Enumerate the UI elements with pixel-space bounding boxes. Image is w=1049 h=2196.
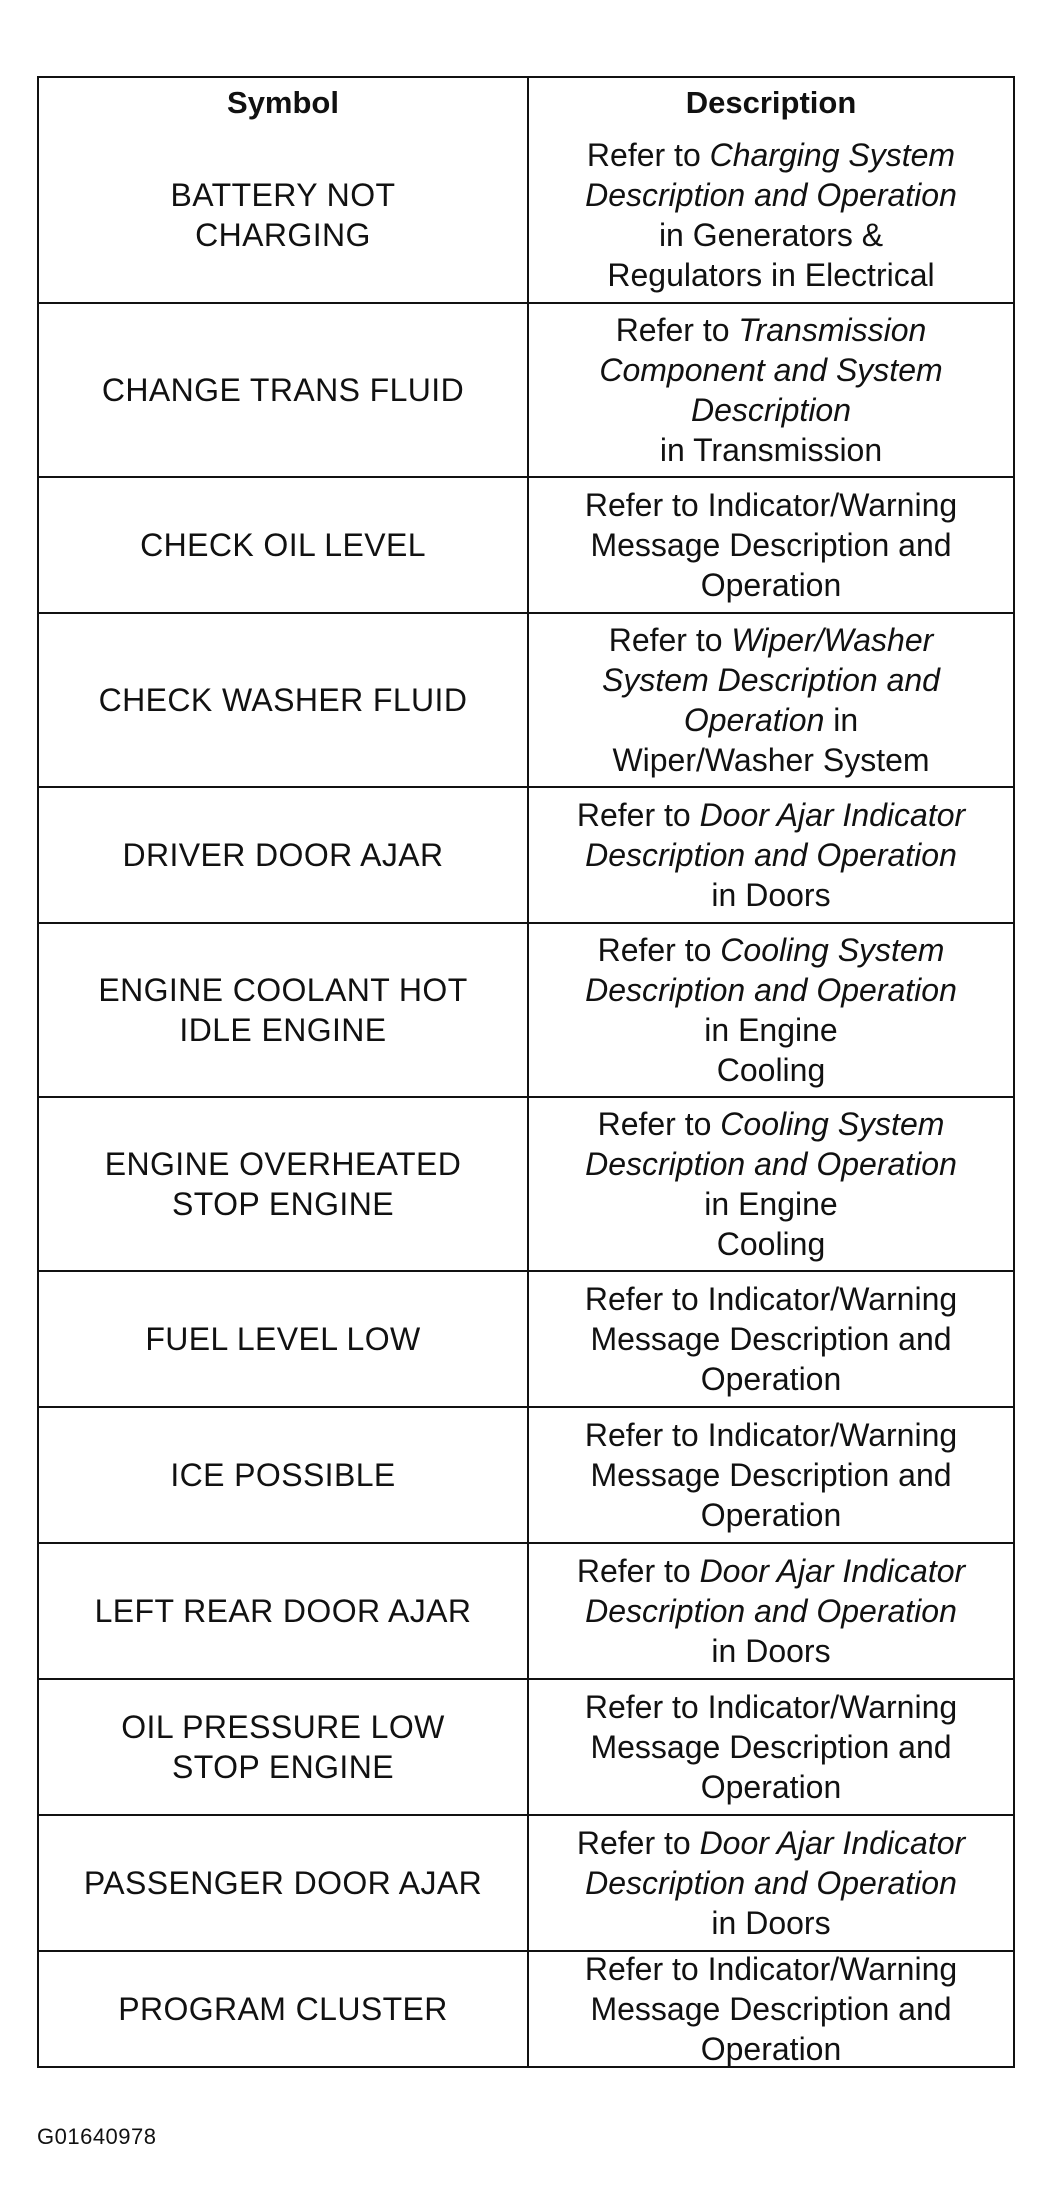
symbol-cell [39,1544,529,1678]
description-cell [529,1816,1013,1950]
symbol-line: STOP ENGINE [172,1749,394,1785]
plain-text: Refer to [586,137,710,173]
italic-reference-text: Cooling System [720,1106,945,1142]
table-row [39,302,1013,476]
description-line [585,1104,957,1144]
description-column-header: Description [685,85,857,120]
symbol-cell [39,128,529,302]
plain-text: Refer to Indicator/Warning [584,1951,958,1987]
description-line [585,525,957,565]
italic-reference-text: Transmission [738,312,927,348]
plain-text: Message Description and [590,1729,952,1765]
plain-text: Refer to [576,797,700,833]
description-line [585,135,957,175]
symbol-cell [39,1272,529,1406]
symbol-line: ICE POSSIBLE [170,1457,396,1493]
symbol-cell [39,614,529,786]
description-line [585,970,957,1010]
description-line [585,1687,957,1727]
description-line [602,620,940,660]
description-line [577,1631,965,1671]
description-line [602,740,940,780]
symbol-cell [39,924,529,1096]
description-line [585,1184,957,1224]
symbol-cell [39,304,529,476]
italic-reference-text: Charging System [709,137,956,173]
symbol-cell [39,1680,529,1814]
description-line [585,565,957,605]
description-text [585,1104,957,1264]
table-row [39,476,1013,612]
plain-text: Refer to Indicator/Warning [584,1689,958,1725]
description-line [599,350,942,390]
plain-text: Operation [700,1497,842,1533]
plain-text: in [824,702,859,738]
table-row [39,786,1013,922]
plain-text: Operation [700,1361,842,1397]
description-cell [529,128,1013,302]
description-text [585,1687,957,1807]
symbol-text [95,1591,472,1631]
description-line [585,1727,957,1767]
plain-text: Message Description and [590,527,952,563]
description-line [585,1050,957,1090]
description-line [585,2029,957,2069]
plain-text: in Transmission [659,432,883,468]
description-line [585,1359,957,1399]
description-text [585,1415,957,1535]
indicator-message-table [37,76,1015,2068]
symbol-line: FUEL LEVEL LOW [145,1321,421,1357]
plain-text: in Doors [711,1633,831,1669]
symbol-cell [39,1952,529,2066]
description-line [585,255,957,295]
symbol-text [84,1863,482,1903]
symbol-cell [39,1816,529,1950]
description-line [585,215,957,255]
description-cell [529,614,1013,786]
plain-text: Refer to [597,1106,721,1142]
symbol-line: PROGRAM CLUSTER [118,1991,448,2027]
symbol-text [170,1455,395,1495]
description-line [602,700,940,740]
description-cell [529,1952,1013,2066]
italic-reference-text: Description and Operation [585,972,957,1008]
description-line [585,1767,957,1807]
italic-reference-text: Wiper/Washer [731,622,934,658]
symbol-cell [39,1408,529,1542]
symbol-line: IDLE ENGINE [179,1012,387,1048]
description-cell [529,1272,1013,1406]
description-line [585,1319,957,1359]
symbol-column-header: Symbol [39,78,529,128]
italic-reference-text: Description and Operation [585,1146,957,1182]
symbol-line: CHARGING [195,217,371,253]
plain-text: Refer to Indicator/Warning [584,1281,958,1317]
italic-reference-text: Description and Operation [585,837,957,873]
italic-reference-text: Description and Operation [585,1593,957,1629]
description-text [577,1823,965,1943]
description-cell [529,478,1013,612]
symbol-line: ENGINE COOLANT HOT [98,972,468,1008]
symbol-cell [39,788,529,922]
symbol-line: CHANGE TRANS FLUID [101,372,465,408]
table-header-row [39,78,1013,128]
symbol-line: PASSENGER DOOR AJAR [83,1865,483,1901]
description-text [577,795,965,915]
symbol-text [118,1989,448,2029]
table-row [39,612,1013,786]
plain-text: Operation [700,2031,842,2067]
description-line [585,485,957,525]
italic-reference-text: Door Ajar Indicator [699,797,966,833]
symbol-text [102,370,464,410]
description-text [585,485,957,605]
symbol-text [105,1144,462,1224]
plain-text: in Engine [704,1186,838,1222]
italic-reference-text: Component and System [599,352,943,388]
plain-text: Message Description and [590,1321,952,1357]
description-line [577,1823,965,1863]
plain-text: Message Description and [590,1457,952,1493]
italic-reference-text: Cooling System [720,932,945,968]
description-cell [529,1544,1013,1678]
table-row [39,1406,1013,1542]
plain-text: Refer to [597,932,721,968]
plain-text: Operation [700,1769,842,1805]
symbol-line: DRIVER DOOR AJAR [122,837,444,873]
description-line [585,1279,957,1319]
italic-reference-text: Door Ajar Indicator [699,1825,966,1861]
symbol-line: CHECK OIL LEVEL [140,527,426,563]
description-cell [529,1680,1013,1814]
plain-text: Cooling [716,1226,826,1262]
plain-text: Regulators in Electrical [607,257,935,293]
symbol-text [99,680,468,720]
plain-text: in Engine [704,1012,838,1048]
description-line [577,795,965,835]
description-line [585,1455,957,1495]
italic-reference-text: System Description and [602,662,940,698]
plain-text: Refer to [615,312,739,348]
description-line [602,660,940,700]
description-line [585,1989,957,2029]
description-line [585,175,957,215]
plain-text: in Doors [711,877,831,913]
italic-reference-text: Door Ajar Indicator [699,1553,966,1589]
table-row [39,1270,1013,1406]
description-line [585,1144,957,1184]
description-line [585,1949,957,1989]
table-row [39,1542,1013,1678]
plain-text: Refer to [608,622,732,658]
symbol-cell [39,478,529,612]
description-cell [529,304,1013,476]
description-line [585,1415,957,1455]
description-line [577,1863,965,1903]
description-cell [529,788,1013,922]
table-row [39,1678,1013,1814]
italic-reference-text: Description and Operation [585,177,957,213]
plain-text: Refer to Indicator/Warning [584,487,958,523]
description-line [599,430,942,470]
plain-text: in Generators & [658,217,884,253]
plain-text: Message Description and [590,1991,952,2027]
table-row [39,1814,1013,1950]
symbol-line: STOP ENGINE [172,1186,394,1222]
description-line [577,875,965,915]
description-line [585,1224,957,1264]
italic-reference-text: Operation [683,702,825,738]
description-text [602,620,940,780]
symbol-text [145,1319,420,1359]
description-line [585,930,957,970]
plain-text: Operation [700,567,842,603]
description-line [585,1495,957,1535]
plain-text: Refer to [576,1553,700,1589]
table-row [39,1950,1013,2066]
description-cell [529,924,1013,1096]
symbol-text [140,525,426,565]
figure-id-caption: G01640978 [37,2124,157,2149]
description-line [577,835,965,875]
plain-text: in Doors [711,1905,831,1941]
symbol-line: LEFT REAR DOOR AJAR [94,1593,472,1629]
description-text [585,1279,957,1399]
description-text [585,930,957,1090]
symbol-text [171,175,396,255]
description-text [599,310,942,470]
description-text [585,1949,957,2069]
description-line [585,1010,957,1050]
symbol-line: CHECK WASHER FLUID [98,682,468,718]
plain-text: Wiper/Washer System [612,742,930,778]
description-cell [529,1408,1013,1542]
plain-text: Cooling [716,1052,826,1088]
description-line [599,390,942,430]
symbol-cell [39,1098,529,1270]
symbol-line: BATTERY NOT [170,177,396,213]
description-cell [529,1098,1013,1270]
symbol-text [98,970,467,1050]
table-row [39,128,1013,302]
symbol-text [121,1707,445,1787]
plain-text: Refer to [576,1825,700,1861]
description-text [577,1551,965,1671]
italic-reference-text: Description [690,392,852,428]
symbol-line: OIL PRESSURE LOW [121,1709,445,1745]
symbol-text [122,835,443,875]
description-line [577,1591,965,1631]
plain-text: Refer to Indicator/Warning [584,1417,958,1453]
description-text [585,135,957,295]
description-line [599,310,942,350]
symbol-line: ENGINE OVERHEATED [104,1146,462,1182]
table-row [39,922,1013,1096]
description-line [577,1903,965,1943]
description-line [577,1551,965,1591]
table-row [39,1096,1013,1270]
italic-reference-text: Description and Operation [585,1865,957,1901]
